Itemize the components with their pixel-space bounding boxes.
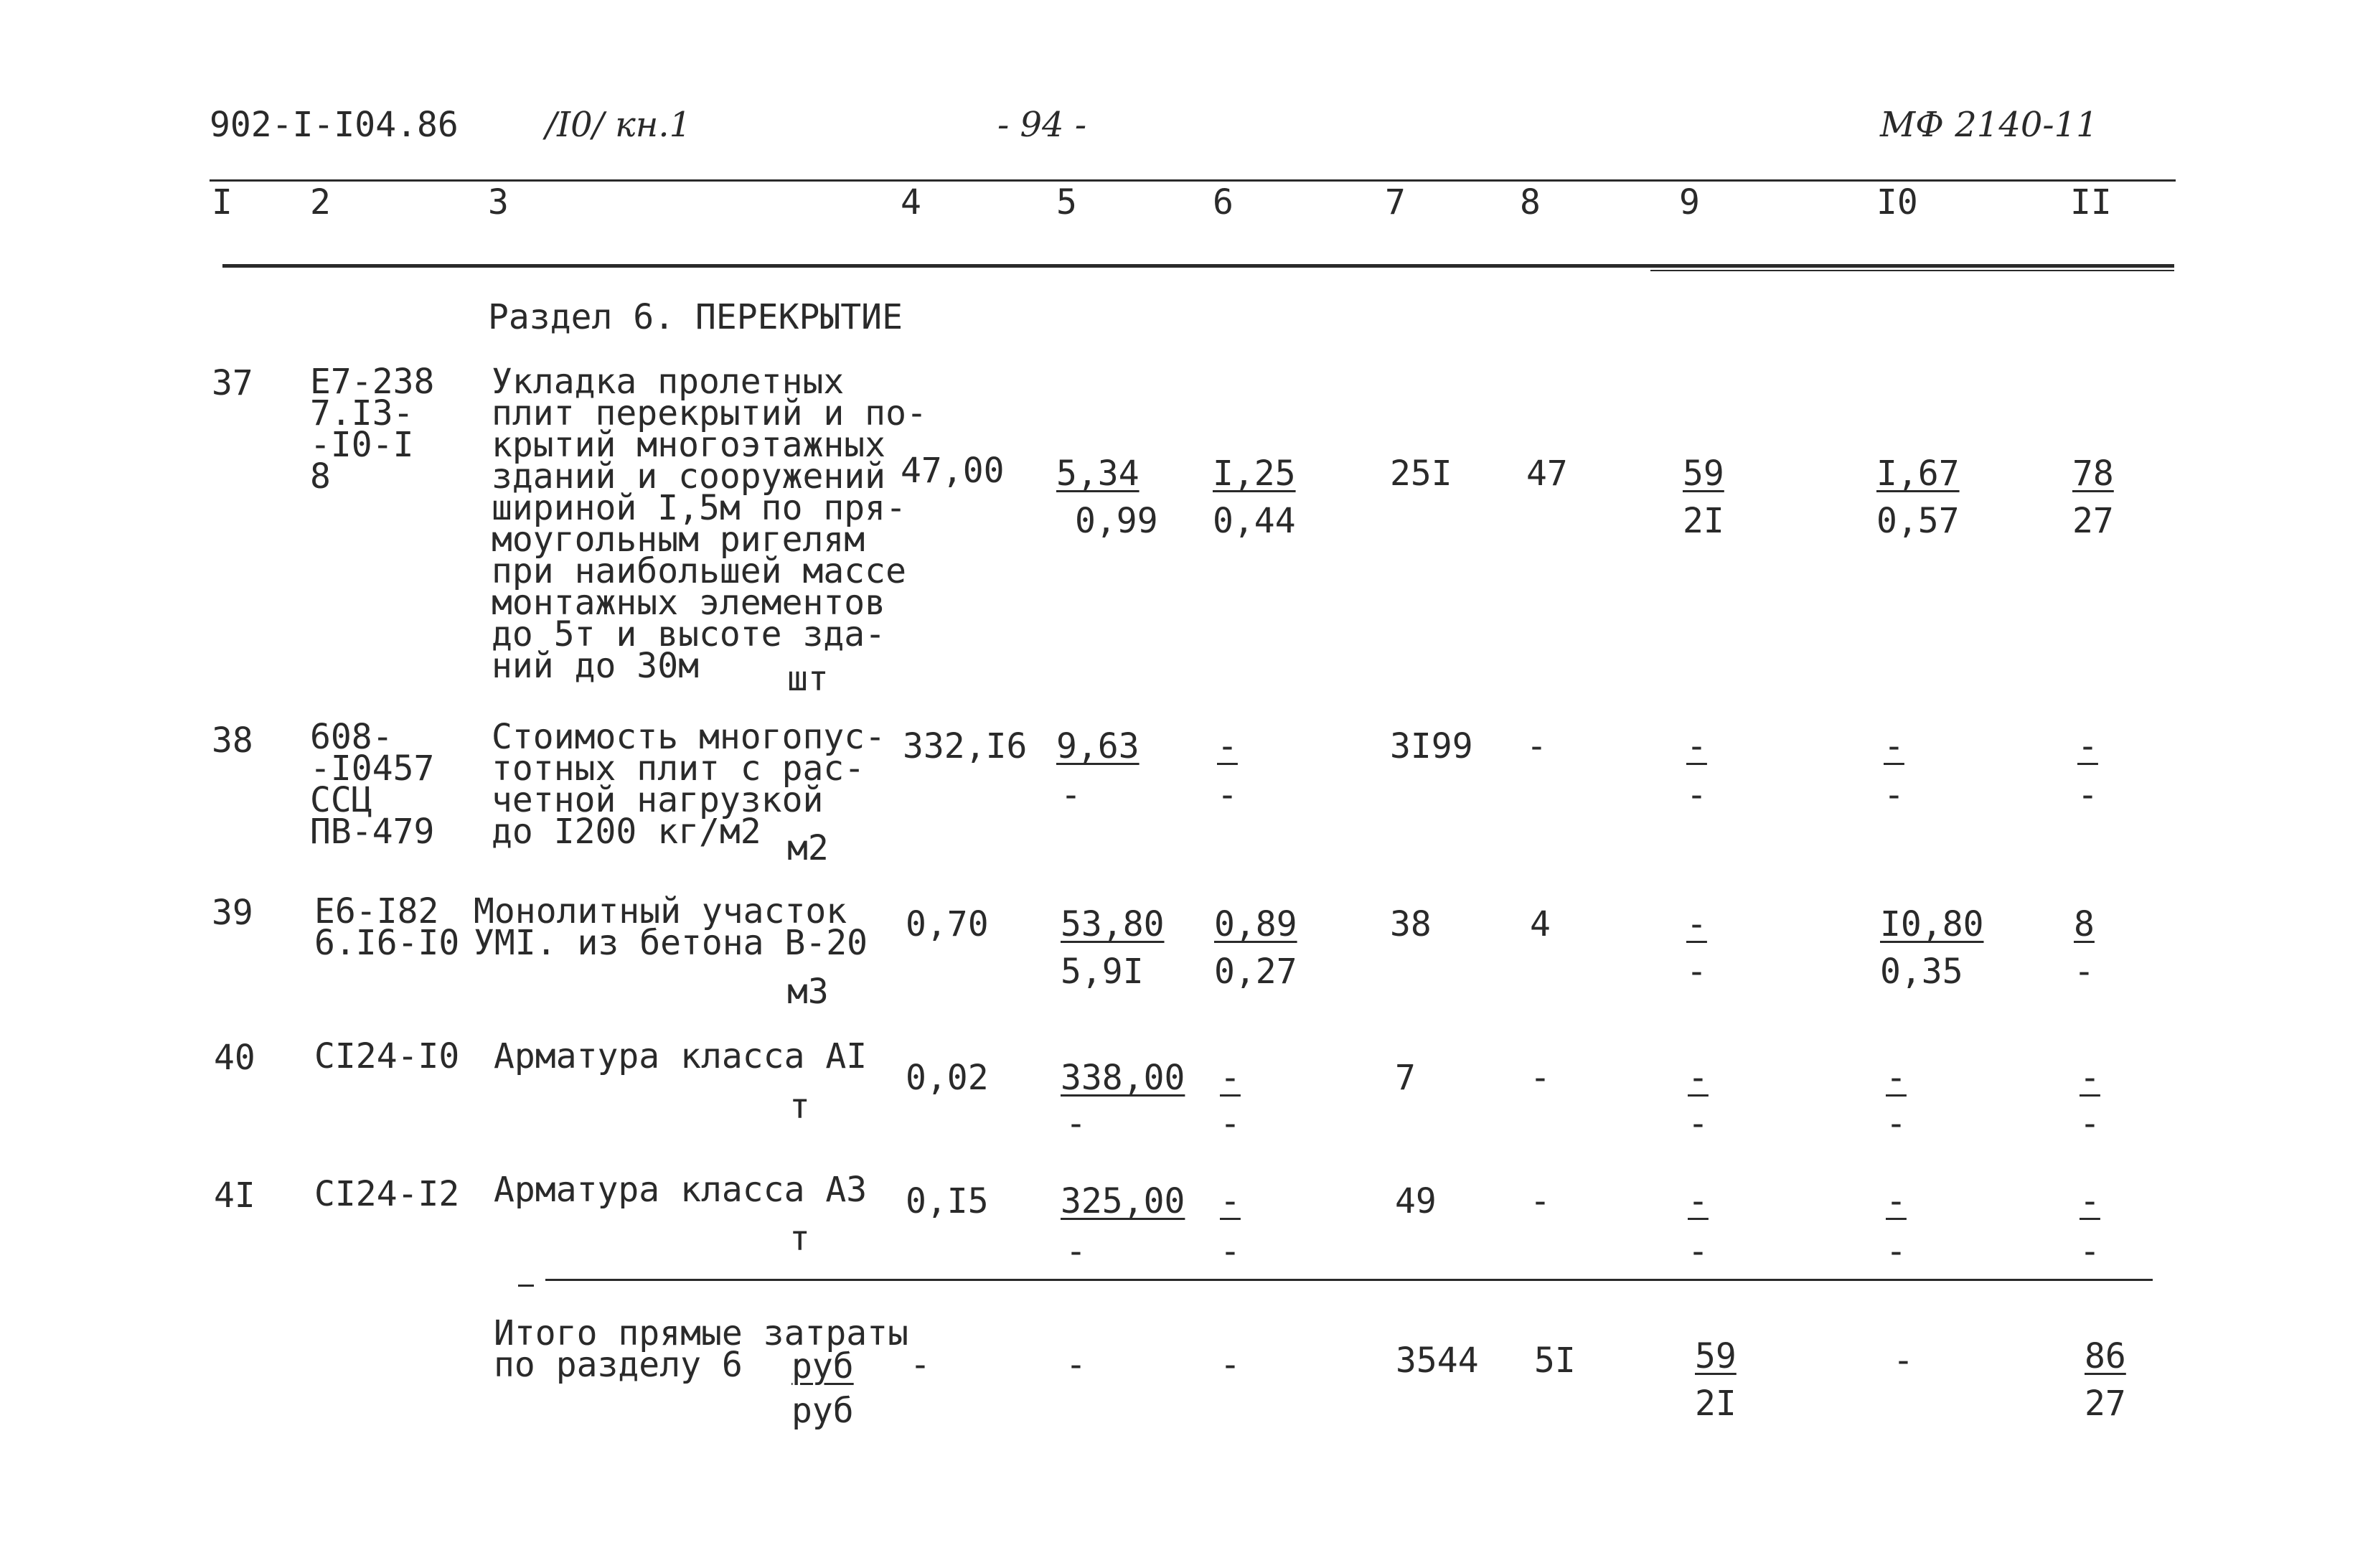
totals-col11: 86 [2085,1336,2126,1376]
row-number: 40 [214,1038,255,1078]
work-description: Арматура класса А3 [494,1170,868,1210]
row-number: 38 [212,720,253,761]
unit-cost-wages: 0,99 [1075,501,1158,541]
machine-cost: - [1220,1058,1241,1098]
quantity: 47,00 [901,451,1005,491]
machine-cost-wages: - [1220,1104,1241,1144]
quantity: 0,70 [906,904,989,944]
machine-cost: 0,89 [1214,904,1297,944]
col10-value-lower: 0,35 [1880,952,1963,992]
col11-value: - [2080,1058,2100,1098]
column-header-rule-2 [1650,270,2174,271]
col10-value-lower: - [1886,1231,1907,1272]
column-number: 5 [1056,182,1077,222]
totals-label: Итого прямые затраты по разделу 6 [494,1313,908,1385]
machine-cost: - [1217,726,1238,766]
totals-col11-lower: 27 [2085,1384,2126,1424]
unit-cost-wages: - [1066,1231,1086,1272]
norm-code: Е7-238 7.I3- -I0-I 8 [310,362,435,497]
total-wages: - [1526,726,1547,766]
section-title: Раздел 6. ПЕРЕКРЫТИЕ [488,297,903,337]
col9-value: - [1688,1181,1709,1221]
row-number: 4I [214,1175,255,1216]
total-cost: 3I99 [1390,726,1473,766]
col9-value: 59 [1683,454,1724,494]
unit-cost: 338,00 [1061,1058,1185,1098]
total-cost: 25I [1390,454,1452,494]
col9-value-lower: 2I [1683,501,1724,541]
totals-quantity: - [910,1345,931,1385]
work-description: Укладка пролетных плит перекрытий и по- крытий многоэтажных зданий и сооружений шириной I,5м по пря- моугольным ригелям при наибольшей массе монтажных элементов до 5т и высоте зда- ний до 30м [492,362,927,686]
unit: м2 [787,828,829,868]
page-number: - 94 - [997,105,1087,145]
machine-cost-wages: 0,27 [1214,952,1297,992]
totals-rule [545,1279,2153,1281]
sheet-number: /I0/ кн.1 [545,105,692,145]
unit: т [789,1086,810,1127]
col11-value-lower: - [2080,1104,2100,1144]
machine-cost-wages: - [1220,1231,1241,1272]
unit: т [789,1219,810,1259]
quantity: 0,02 [906,1058,989,1098]
total-cost: 38 [1390,904,1432,944]
col11-value: - [2080,1181,2100,1221]
unit: м3 [787,972,829,1012]
col11-value: 8 [2074,904,2095,944]
column-number: 9 [1679,182,1700,222]
col10-value-lower: 0,57 [1876,501,1960,541]
column-number: 6 [1213,182,1234,222]
totals-machine-cost: - [1220,1345,1241,1385]
column-number: 8 [1520,182,1541,222]
col10-value: I0,80 [1880,904,1984,944]
norm-code: СI24-I0 [314,1036,460,1076]
unit-cost: 53,80 [1061,904,1165,944]
col11-value-lower: - [2074,952,2095,992]
column-header-rule [222,264,2174,268]
machine-cost: I,25 [1213,454,1296,494]
col11-value-lower: 27 [2072,501,2114,541]
totals-unit-cost: - [1066,1345,1086,1385]
quantity: 0,I5 [906,1181,989,1221]
col10-value: - [1884,726,1904,766]
totals-unit-lower: руб [791,1391,854,1431]
col11-value-lower: - [2077,775,2098,815]
col10-value: - [1886,1058,1907,1098]
col10-value-lower: - [1884,775,1904,815]
col10-value: I,67 [1876,454,1960,494]
col9-value: - [1686,726,1707,766]
totals-wages: 5I [1534,1341,1576,1381]
total-wages: - [1530,1181,1551,1221]
totals-total-cost: 3544 [1396,1341,1479,1381]
col10-value: - [1886,1181,1907,1221]
column-number: II [2070,182,2112,222]
totals-rule-dash [518,1285,534,1287]
column-number: I0 [1876,182,1918,222]
unit-cost-wages: 5,9I [1061,952,1144,992]
unit: шт [787,659,829,699]
header-rule [210,179,2176,182]
col9-value: - [1688,1058,1709,1098]
col10-value-lower: - [1886,1104,1907,1144]
row-number: 37 [212,363,253,403]
col11-value: - [2077,726,2098,766]
col9-value-lower: - [1688,1231,1709,1272]
unit-cost-wages: - [1061,775,1081,815]
col9-value-lower: - [1686,952,1707,992]
unit-cost-wages: - [1066,1104,1086,1144]
work-description: Арматура класса АI [494,1036,868,1076]
total-wages: - [1530,1058,1551,1098]
norm-code: СI24-I2 [314,1174,460,1214]
col9-value-lower: - [1688,1104,1709,1144]
column-number: 7 [1385,182,1406,222]
machine-cost-wages: - [1217,775,1238,815]
quantity: 332,I6 [903,726,1028,766]
column-number: 2 [310,182,331,222]
album-number: МФ 2140-11 [1880,105,2098,145]
totals-col9: 59 [1695,1336,1737,1376]
col9-value: - [1686,904,1707,944]
total-cost: 7 [1395,1058,1416,1098]
totals-col9-lower: 2I [1695,1384,1737,1424]
total-wages: 4 [1530,904,1551,944]
machine-cost: - [1220,1181,1241,1221]
totals-col10: - [1893,1341,1914,1381]
document-code: 902-I-I04.86 [210,105,459,145]
col11-value-lower: - [2080,1231,2100,1272]
machine-cost-wages: 0,44 [1213,501,1296,541]
unit-cost: 325,00 [1061,1181,1185,1221]
unit-cost: 5,34 [1056,454,1139,494]
column-number: I [212,182,232,222]
total-wages: 47 [1526,454,1568,494]
column-number: 3 [488,182,509,222]
norm-code: Е6-I82 6.I6-I0 [314,891,460,963]
total-cost: 49 [1395,1181,1437,1221]
totals-unit: руб [791,1346,854,1386]
work-description: Стоимость многопус- тотных плит с рас- четной нагрузкой до I200 кг/м2 [492,717,886,852]
row-number: 39 [212,893,253,933]
col11-value: 78 [2072,454,2114,494]
col9-value-lower: - [1686,775,1707,815]
norm-code: 608- -I0457 ССЦ ПВ-479 [310,717,435,852]
unit-cost: 9,63 [1056,726,1139,766]
work-description: Монолитный участок УМI. из бетона В-20 [474,891,868,963]
column-number: 4 [901,182,921,222]
